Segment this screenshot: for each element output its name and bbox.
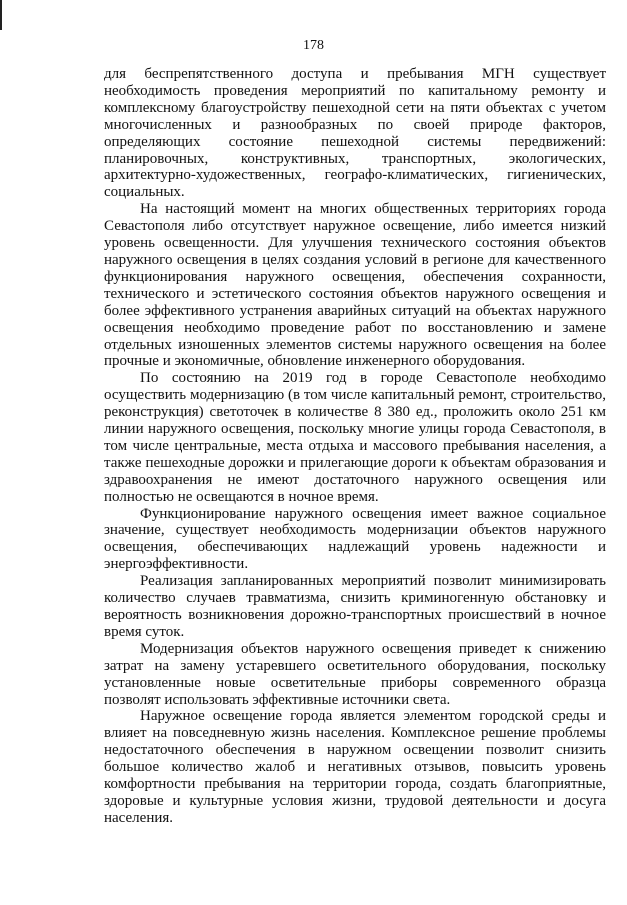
scan-edge-mark <box>0 0 2 30</box>
paragraph: Наружное освещение города является элементом городской среды и влияет на повседневную жизнь населения. Комплексное решение проблемы недостаточного обеспечения в наружном освещении позволит снизить большое количество жалоб и негативных отзывов, повысить уровень комфортности пребывания на территории города, создать благоприятные, здоровые и культурные условия жизни, трудовой деятельности и досуга населения. <box>104 708 606 826</box>
page-number: 178 <box>303 38 324 53</box>
paragraph: На настоящий момент на многих общественных территориях города Севастополя либо отсутствует наружное освещение, либо имеется низкий уровень освещенности. Для улучшения технического состояния объектов наружного освещения в целях создания условий в регионе для качественного функционирования наружного освещения, обеспечения сохранности, технического и эстетического состояния объектов наружного освещения и более эффективного устранения аварийных ситуаций на объектах наружного освещения необходимо проведение работ по восстановлению и замене отдельных изношенных элементов системы наружного освещения на более прочные и экономичные, обновление инженерного оборудования. <box>104 201 606 370</box>
document-body <box>104 66 606 827</box>
paragraph-continuation: для беспрепятственного доступа и пребывания МГН существует необходимость проведения мероприятий по капитальному ремонту и комплексному благоустройству пешеходной сети на пяти объектах с учетом многочисленных и разнообразных по своей природе факторов, определяющих состояние пешеходной системы передвижений: планировочных, конструктивных, транспортных, экологических, архитектурно-художественных, географо-климатических, гигиенических, социальных. <box>104 66 606 201</box>
paragraph: Реализация запланированных мероприятий позволит минимизировать количество случаев травматизма, снизить криминогенную обстановку и вероятность возникновения дорожно-транспортных происшествий в ночное время суток. <box>104 573 606 640</box>
paragraph: По состоянию на 2019 год в городе Севастополе необходимо осуществить модернизацию (в том числе капитальный ремонт, строительство, реконструкция) светоточек в количестве 8 380 ед., проложить около 251 км линии наружного освещения, поскольку многие улицы города Севастополя, в том числе центральные, места отдыха и массового пребывания населения, а также пешеходные дорожки и прилегающие дороги к объектам образования и здравоохранения не имеют достаточного наружного освещения или полностью не освещаются в ночное время. <box>104 370 606 505</box>
paragraph: Модернизация объектов наружного освещения приведет к снижению затрат на замену устаревшего осветительного оборудования, поскольку установленные новые осветительные приборы современного образца позволят использовать эффективные источники света. <box>104 640 606 708</box>
paragraph: Функционирование наружного освещения имеет важное социальное значение, существует необходимость модернизации объектов наружного освещения, обеспечивающих надлежащий уровень надежности и энергоэффективности. <box>104 505 606 573</box>
